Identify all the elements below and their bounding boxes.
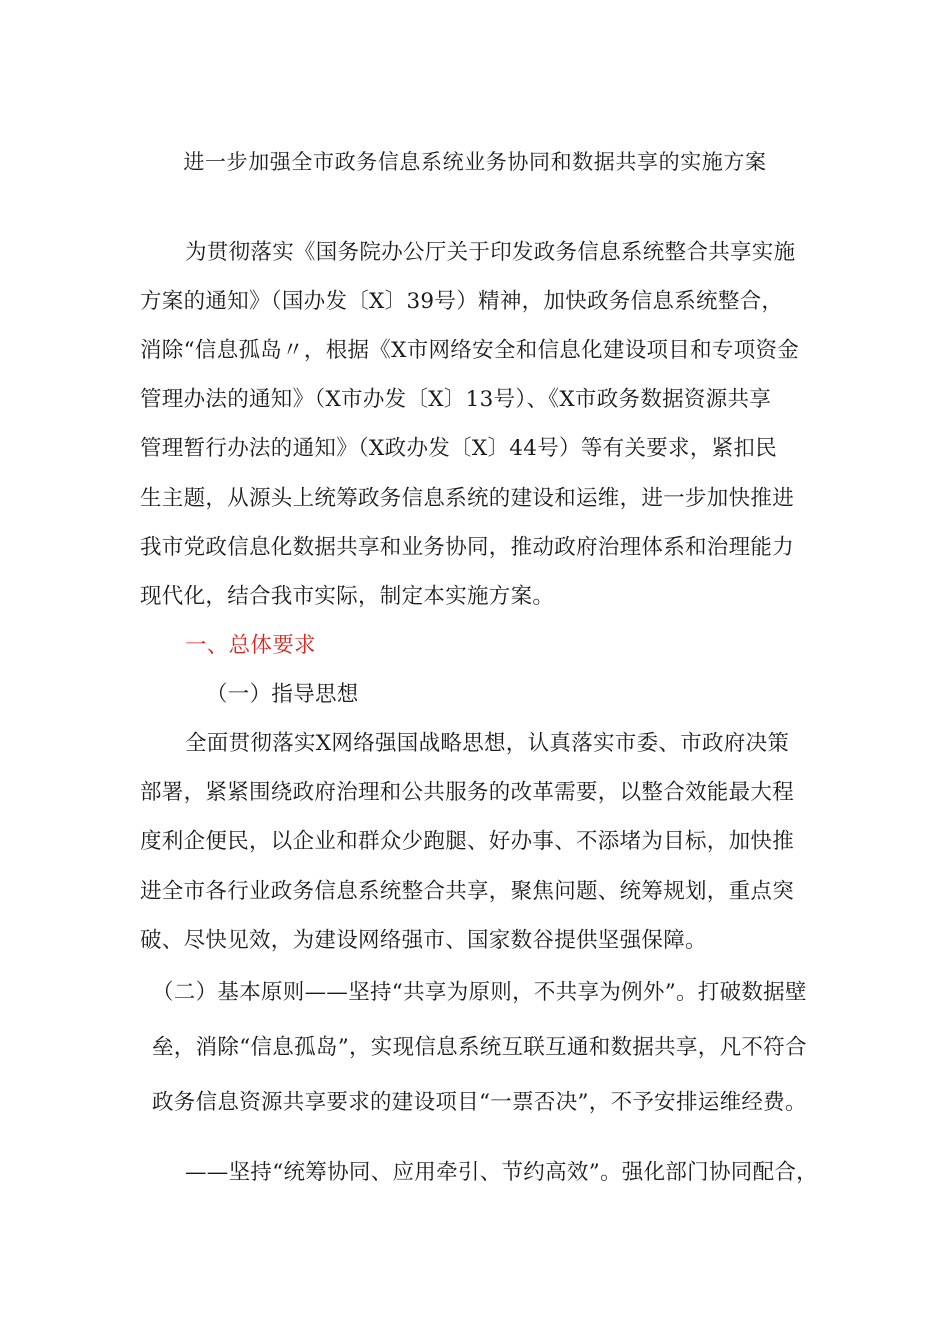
guiding-line: 度利企便民，以企业和群众少跑腿、好办事、不添堵为目标，加快推 xyxy=(140,829,795,854)
subsection-heading: （一）指导思想 xyxy=(206,682,359,707)
principles-line: ——坚持“统筹协同、应用牵引、节约高效”。强化部门协同配合， xyxy=(185,1160,818,1185)
principles-line: 政务信息资源共享要求的建设项目“一票否决”，不予安排运维经费。 xyxy=(152,1090,807,1115)
intro-line: 消除“信息孤岛〃，根据《X市网络安全和信息化建设项目和专项资金 xyxy=(140,338,800,363)
intro-line: 现代化，结合我市实际，制定本实施方案。 xyxy=(140,584,555,609)
section-heading: 一、总体要求 xyxy=(185,633,316,658)
guiding-line: 全面贯彻落实X网络强国战略思想，认真落实市委、市政府决策 xyxy=(185,731,790,756)
intro-line: 生主题，从源头上统筹政务信息系统的建设和运维，进一步加快推进 xyxy=(140,486,795,511)
principles-line: （二）基本原则——坚持“共享为原则，不共享为例外”。打破数据壁 xyxy=(152,980,807,1005)
document-title: 进一步加强全市政务信息系统业务协同和数据共享的实施方案 xyxy=(183,150,767,174)
principles-line: 垒，消除“信息孤岛”，实现信息系统互联互通和数据共享，凡不符合 xyxy=(152,1035,807,1060)
intro-line: 方案的通知》（国办发〔X〕39号）精神，加快政务信息系统整合， xyxy=(140,289,784,314)
intro-line: 管理办法的通知》（X市办发〔X〕13号）、《X市政务数据资源共享 xyxy=(140,387,772,412)
guiding-line: 进全市各行业政务信息系统整合共享，聚焦问题、统筹规划，重点突 xyxy=(140,879,795,904)
intro-line: 为贯彻落实《国务院办公厅关于印发政务信息系统整合共享实施 xyxy=(185,240,796,265)
intro-line: 我市党政信息化数据共享和业务协同，推动政府治理体系和治理能力 xyxy=(140,535,795,560)
guiding-line: 破、尽快见效，为建设网络强市、国家数谷提供坚强保障。 xyxy=(140,928,707,953)
intro-line: 管理暂行办法的通知》（X政办发〔X〕44号）等有关要求，紧扣民 xyxy=(140,436,778,461)
guiding-line: 部署，紧紧围绕政府治理和公共服务的改革需要，以整合效能最大程 xyxy=(140,780,795,805)
